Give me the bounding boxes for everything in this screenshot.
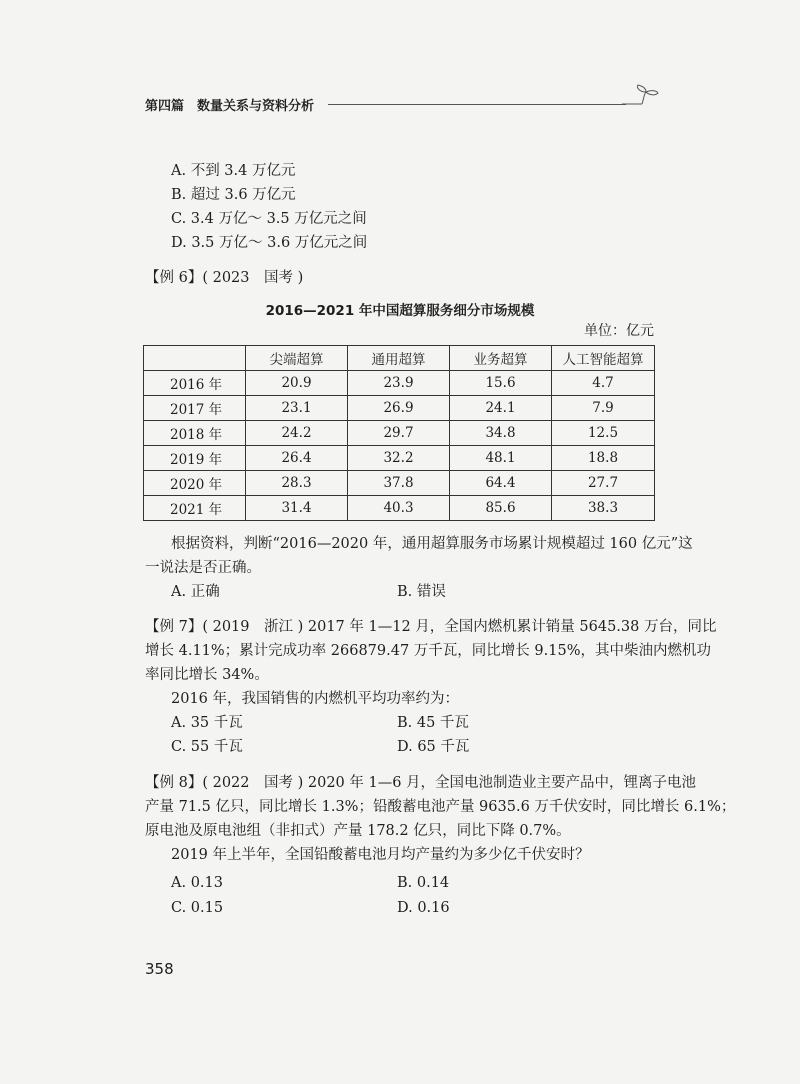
example6-label: 【例 6】( 2023 国考 ) [145,270,304,286]
table-row [144,471,655,496]
table-cell: 24.2 [246,421,348,446]
sprout-leaf-icon [622,84,662,108]
example8-line3: 原电池及原电池组（非扣式）产量 178.2 亿只，同比下降 0.7%。 [145,823,571,839]
example8-question: 2019 年上半年，全国铅酸蓄电池月均产量约为多少亿千伏安时？ [171,847,590,863]
table-cell: 15.6 [450,371,552,396]
table-cell: 23.9 [348,371,450,396]
example7-option-c: C. 55 千瓦 [171,739,243,755]
example8-option-a: A. 0.13 [171,875,223,891]
table-header-row [144,346,655,371]
table-cell: 2018 年 [144,421,246,446]
table-cell: 31.4 [246,496,348,521]
table-cell: 29.7 [348,421,450,446]
table-cell: 20.9 [246,371,348,396]
table-cell: 4.7 [552,371,655,396]
table-cell: 2016 年 [144,371,246,396]
header-rule [328,104,626,105]
example6-question-line2: 一说法是否正确。 [145,560,261,576]
table-cell: 12.5 [552,421,655,446]
table-row [144,496,655,521]
table-cell: 26.4 [246,446,348,471]
example6-option-a: A. 正确 [171,584,220,600]
table-cell: 28.3 [246,471,348,496]
table-unit: 单位：亿元 [584,323,654,339]
example8-option-c: C. 0.15 [171,900,224,916]
chapter-header-title: 第四篇 数量关系与资料分析 [145,99,315,114]
table-cell: 34.8 [450,421,552,446]
example7-line3: 率同比增长 34%。 [145,667,269,683]
table-row [144,396,655,421]
table-cell: 24.1 [450,396,552,421]
table-cell: 27.7 [552,471,655,496]
prev-option-b: B. 超过 3.6 万亿元 [171,187,296,203]
table-row [144,421,655,446]
example6-option-b: B. 错误 [397,584,446,600]
table-cell: 2020 年 [144,471,246,496]
example7-option-a: A. 35 千瓦 [171,715,243,731]
example7-line1: 【例 7】( 2019 浙江 ) 2017 年 1—12 月，全国内燃机累计销量 5645.38 万台，同比 [145,619,717,635]
table-cell: 2021 年 [144,496,246,521]
example7-line2: 增长 4.11%；累计完成功率 266879.47 万千瓦，同比增长 9.15%，其中柴油内燃机功 [145,643,711,659]
example8-line2: 产量 71.5 亿只，同比增长 1.3%；铅酸蓄电池产量 9635.6 万千伏安时，同比增长 6.1%； [145,799,736,815]
example8-option-b: B. 0.14 [397,875,450,891]
table-cell: 38.3 [552,496,655,521]
table-row [144,446,655,471]
prev-option-d: D. 3.5 万亿～ 3.6 万亿元之间 [171,235,368,251]
example8-option-d: D. 0.16 [397,900,450,916]
table-cell: 32.2 [348,446,450,471]
table-header-cell: 人工智能超算 [552,346,655,371]
table-cell: 2019 年 [144,446,246,471]
page-number: 358 [145,960,174,978]
table-header-cell: 业务超算 [450,346,552,371]
example7-option-b: B. 45 千瓦 [397,715,469,731]
example8-line1: 【例 8】( 2022 国考 ) 2020 年 1—6 月，全国电池制造业主要产品中，锂离子电池 [145,775,697,791]
table-cell: 37.8 [348,471,450,496]
table-cell: 18.8 [552,446,655,471]
prev-option-a: A. 不到 3.4 万亿元 [171,163,296,179]
table-cell: 26.9 [348,396,450,421]
table-row [144,371,655,396]
prev-option-c: C. 3.4 万亿～ 3.5 万亿元之间 [171,211,367,227]
table-cell: 7.9 [552,396,655,421]
table-cell: 85.6 [450,496,552,521]
table-cell: 23.1 [246,396,348,421]
table-header-cell [144,346,246,371]
market-size-table [143,345,655,521]
table-cell: 64.4 [450,471,552,496]
table-cell: 2017 年 [144,396,246,421]
table-header-cell: 尖端超算 [246,346,348,371]
table-cell: 40.3 [348,496,450,521]
example7-question: 2016 年，我国销售的内燃机平均功率约为： [171,691,460,707]
example6-question-line1: 根据资料，判断“2016—2020 年，通用超算服务市场累计规模超过 160 亿元”这 [171,536,693,552]
table-title: 2016—2021 年中国超算服务细分市场规模 [265,303,535,319]
example7-option-d: D. 65 千瓦 [397,739,470,755]
table-cell: 48.1 [450,446,552,471]
table-header-cell: 通用超算 [348,346,450,371]
